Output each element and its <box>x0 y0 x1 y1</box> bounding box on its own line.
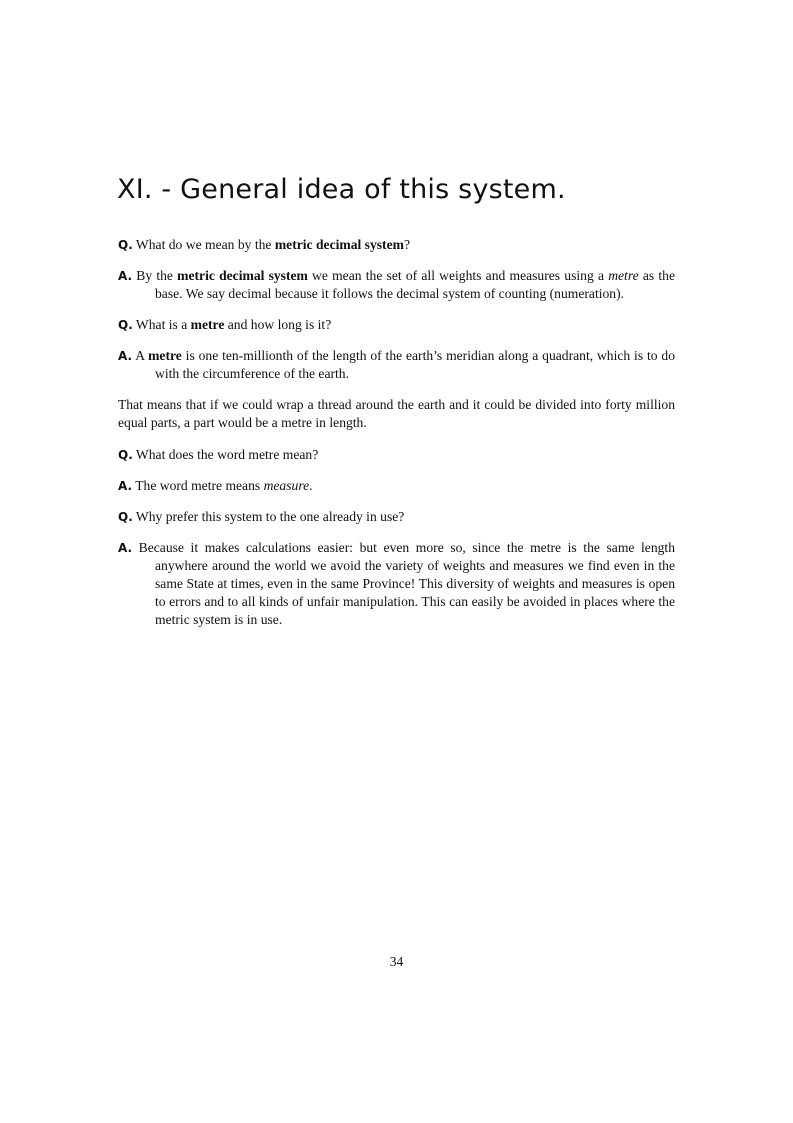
page-number: 34 <box>389 954 404 969</box>
text-run: Because it makes calculations easier: but even more so, since the metre is the same length anywhere around the world we avoid the variety of weights and measures we find even in the same State at times, even in the same Province! This diversity of weights and measures is open to errors and to all kinds of unfair manipulation. This can easily be avoided in places where the metric system is in use. <box>138 540 675 627</box>
text-run: What does the word metre mean? <box>135 447 319 462</box>
question <box>118 316 675 334</box>
qa-label: Q. <box>118 318 133 332</box>
qa-label: Q. <box>118 448 133 462</box>
question <box>118 236 675 254</box>
bold-term: metric decimal system <box>274 237 404 252</box>
answer <box>118 347 675 383</box>
bold-term: metre <box>148 348 182 363</box>
answer <box>118 267 675 303</box>
explanation-paragraph: That means that if we could wrap a thread around the earth and it could be divided into forty million equal parts, a part would be a metre in length. <box>118 397 675 430</box>
text-run: and how long is it? <box>224 317 332 332</box>
answer <box>118 477 675 495</box>
qa-label: A. <box>118 269 133 283</box>
text-run: we mean the set of all weights and measures using a <box>307 268 609 283</box>
qa-group-1 <box>118 236 675 383</box>
bold-term: metric decimal system <box>177 268 308 283</box>
qa-label: Q. <box>118 510 133 524</box>
text-run: What is a <box>135 317 191 332</box>
question <box>118 446 675 464</box>
text-run: The word metre means <box>135 478 264 493</box>
text-run: . <box>309 478 313 493</box>
italic-term: measure <box>263 478 310 493</box>
text-run: Why prefer this system to the one already in use? <box>135 509 405 524</box>
section-title: XI. - General idea of this system. <box>117 174 566 205</box>
bold-term: metre <box>190 317 225 332</box>
text-run: By the <box>136 268 178 283</box>
qa-group-2 <box>118 446 675 629</box>
text-run: ? <box>403 237 410 252</box>
qa-label: A. <box>118 349 133 363</box>
text-run: as the base. We say decimal because it follows the decimal system of counting (numeration). <box>155 268 675 301</box>
text-run: A <box>135 348 149 363</box>
qa-label: A. <box>118 541 133 555</box>
text-run: What do we mean by the <box>135 237 275 252</box>
qa-label: Q. <box>118 238 133 252</box>
document-body <box>118 236 675 642</box>
text-run: is one ten-millionth of the length of the earth’s meridian along a quadrant, which is to do with the circumference of the earth. <box>155 348 675 381</box>
italic-term: metre <box>608 268 639 283</box>
answer <box>118 539 675 629</box>
qa-label: A. <box>118 479 133 493</box>
question <box>118 508 675 526</box>
